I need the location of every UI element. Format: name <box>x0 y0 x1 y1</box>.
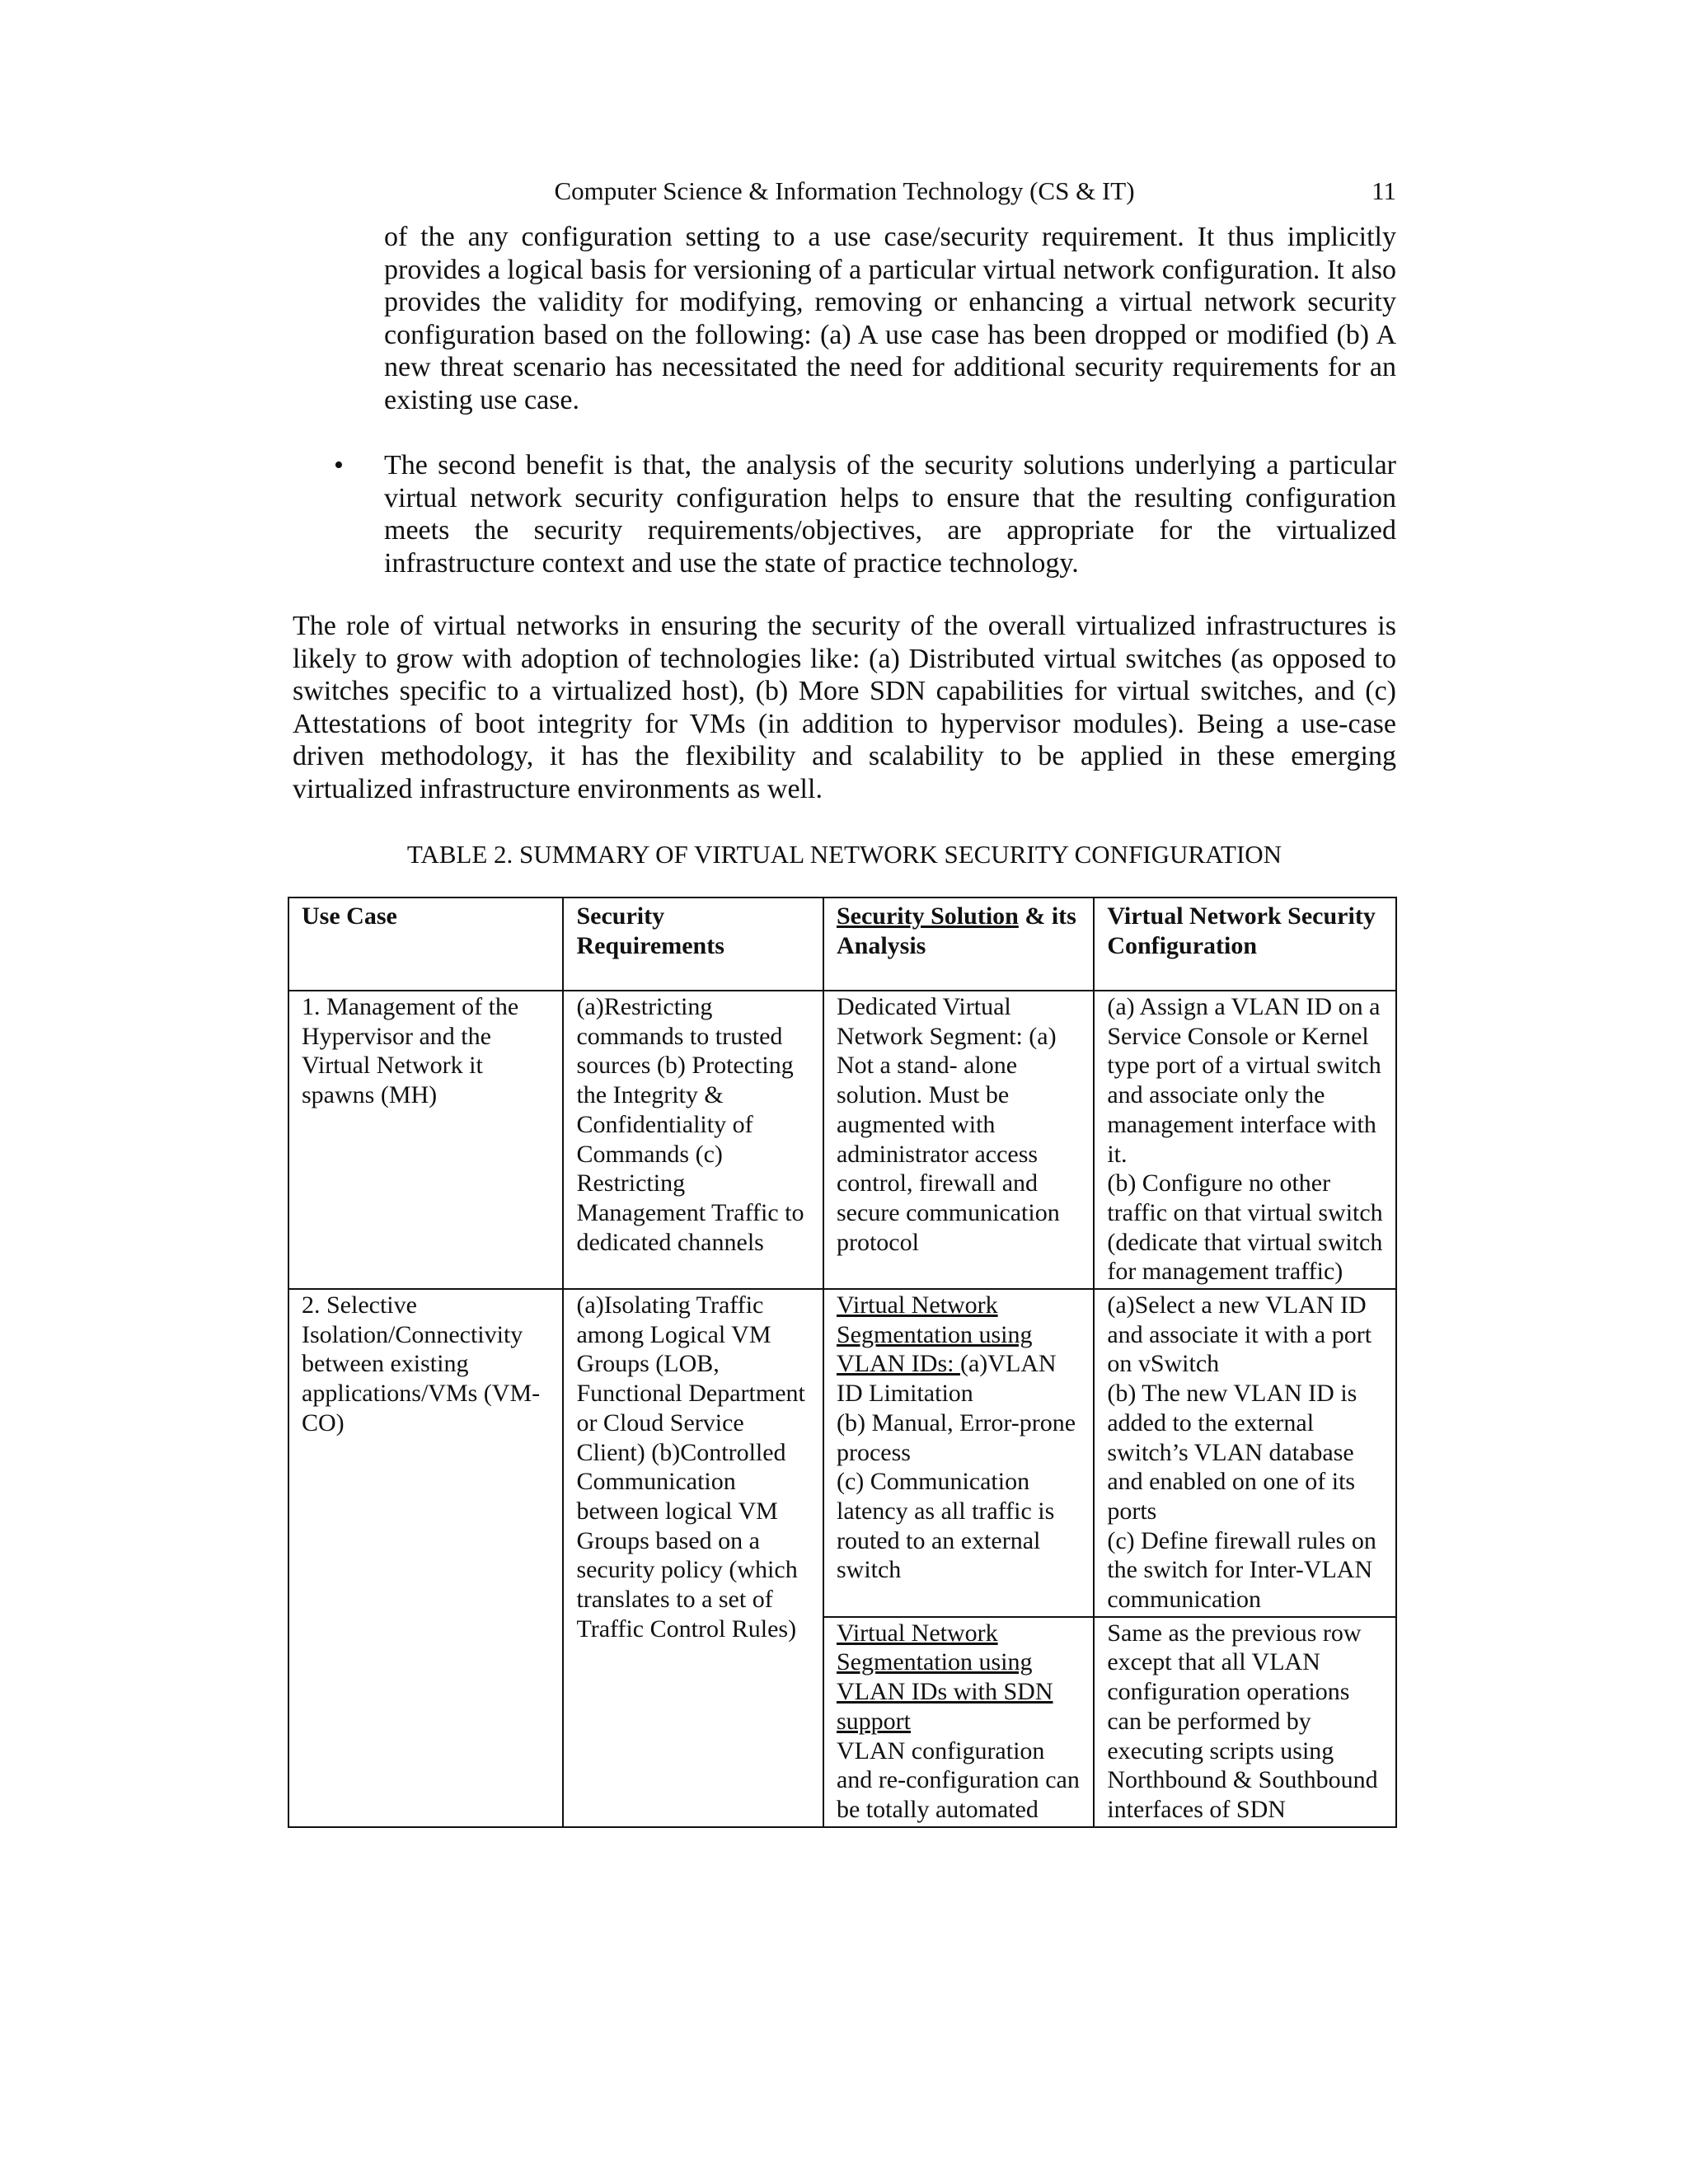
cell-use-case-mh: 1. Management of the Hypervisor and the Virtual Network it spawns (MH) <box>288 991 563 1289</box>
solution-point: (b) Manual, Error-prone process <box>836 1408 1076 1466</box>
paragraph-virtual-networks-role: The role of virtual networks in ensuring the security of the overall virtualized infrastructures is likely to grow with adoption of technologies like: (a) Distributed virtual switches (as opposed to switches specific to a virtualized host), (b) More SDN capabilities for virtual switches, and (c) Attestations of boot integrity for VMs (in addition to hypervisor modules). Being a use-case driven methodology, it has the flexibility and scalability to be applied in these emerging virtualized infrastructure environments as well. <box>293 611 1396 804</box>
table-row <box>288 1289 1396 1617</box>
table-caption: TABLE 2. SUMMARY OF VIRTUAL NETWORK SECURITY CONFIGURATION <box>406 840 1282 869</box>
page-number: 11 <box>1372 176 1396 205</box>
summary-table <box>288 897 1397 1828</box>
config-item: (c) Define firewall rules on the switch for Inter-VLAN communication <box>1107 1526 1376 1614</box>
table-header-row <box>288 898 1396 991</box>
header-solution-underlined: Security Solution <box>836 902 1019 930</box>
config-item: (a) Assign a VLAN ID on a Service Console or Kernel type port of a virtual switch and associate only the management interface with it. <box>1107 993 1381 1168</box>
solution-item <box>837 1291 1083 1408</box>
header-use-case: Use Case <box>288 898 563 991</box>
cell-solution-mh: Dedicated Virtual Network Segment: (a) Not a stand- alone solution. Must be augmented with administrator access control, firewall and secure communication protocol <box>823 991 1094 1289</box>
cell-configuration-mh <box>1094 991 1396 1289</box>
paragraph-bullet-second-benefit: The second benefit is that, the analysis of the security solutions underlying a particular virtual network security configuration helps to ensure that the resulting configuration meets the security requirements/objectives, are appropriate for the virtualized infrastructure context and use the state of practice technology. <box>384 450 1396 579</box>
header-security-requirements: Security Requirements <box>563 898 823 991</box>
cell-requirements-vmco: (a)Isolating Traffic among Logical VM Groups (LOB, Functional Department or Cloud Service Client) (b)Controlled Communication between logical VM Groups based on a security policy (which translates to a set of Traffic Control Rules) <box>563 1289 823 1827</box>
cell-use-case-vmco: 2. Selective Isolation/Connectivity between existing applications/VMs (VM-CO) <box>288 1289 563 1827</box>
config-item: (b) The new VLAN ID is added to the external switch’s VLAN database and enabled on one of its ports <box>1107 1380 1357 1525</box>
cell-solution-vlan <box>823 1289 1094 1617</box>
cell-solution-vlan-sdn <box>823 1617 1094 1827</box>
page-header <box>293 173 1396 209</box>
bullet-marker: • <box>334 450 344 480</box>
table-row <box>288 991 1396 1289</box>
config-item: (a)Select a new VLAN ID and associate it with a port on vSwitch <box>1107 1291 1372 1378</box>
solution-title: Virtual Network Segmentation using VLAN IDs: <box>836 1291 1033 1378</box>
header-configuration: Virtual Network Security Configuration <box>1094 898 1396 991</box>
solution-point: VLAN configuration and re-configuration can be totally automated <box>836 1736 1080 1823</box>
header-security-solution <box>823 898 1094 991</box>
header-solution-rest: & its Analysis <box>836 902 1076 959</box>
cell-configuration-vlan-sdn: Same as the previous row except that all VLAN configuration operations can be performed by executing scripts using Northbound & Southbound interfaces of SDN <box>1094 1617 1396 1827</box>
solution-title: Virtual Network Segmentation using VLAN IDs with SDN support <box>836 1619 1053 1735</box>
cell-requirements-mh: (a)Restricting commands to trusted sources (b) Protecting the Integrity & Confidentiality of Commands (c) Restricting Management Traffic to dedicated channels <box>563 991 823 1289</box>
cell-configuration-vlan <box>1094 1289 1396 1617</box>
paragraph-continuation: of the any configuration setting to a use case/security requirement. It thus implicitly provides a logical basis for versioning of a particular virtual network configuration. It also provides the validity for modifying, removing or enhancing a virtual network security configuration based on the following: (a) A use case has been dropped or modified (b) A new threat scenario has necessitated the need for additional security requirements for an existing use case. <box>384 222 1396 415</box>
config-item: (b) Configure no other traffic on that virtual switch (dedicate that virtual switch for management traffic) <box>1107 1169 1383 1286</box>
journal-title: Computer Science & Information Technology (CS & IT) <box>554 176 1135 205</box>
solution-point: (a)VLAN ID Limitation <box>836 1350 1057 1408</box>
solution-point: (c) Communication latency as all traffic is routed to an external switch <box>836 1468 1055 1584</box>
